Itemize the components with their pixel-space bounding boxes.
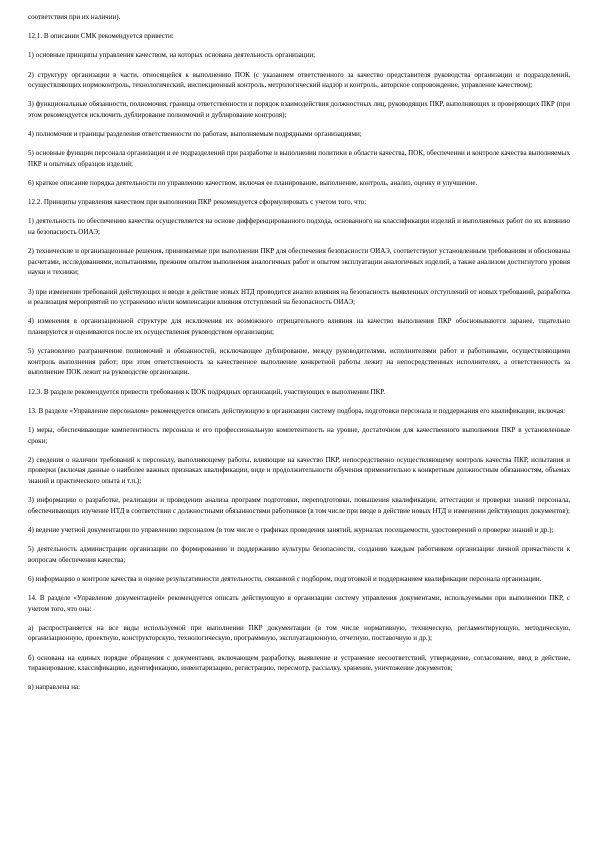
- document-paragraph: б) основана на единых порядке обращения с документами, включающем разработку, выявление и устранение несоответствий, утверждение, согласование, ввод в действие, тиражирование, классификацию, идентификацию, инвентаризацию, регистрацию, пересмотр, рассылку, хранение, уничтожение документов;: [28, 653, 570, 673]
- document-paragraph: 12.3. В разделе рекомендуется привести требования к ПОК подрядных организаций, участвующих в выполнении ПКР.: [28, 387, 386, 396]
- document-paragraph: 12.2. Принципы управления качеством при выполнении ПКР рекомендуется сформулировать с учетом того, что:: [28, 198, 367, 207]
- document-paragraph: 5) деятельность администрации организации по формированию и поддержанию культуры безопасности, созданию каждым работником организации личной причастности к вопросам обеспечения качества;: [28, 545, 570, 564]
- document-paragraph: 1) деятельность по обеспечению качества осуществляется на основе дифференцированного подхода, основанного на классификации изделий и выполняемых работ по их влиянию на безопасность ОИАЭ;: [28, 217, 570, 237]
- document-paragraph: 3) информацию о разработке, реализации и проведении анализа программ подготовки, переподготовки, повышения квалификации, аттестации и проверки знаний персонала, обеспечивающих изучение НТД в соответствии с должностными обязанностями работников (в том числе при вводе в действие новых НТД и изменении действующих документов);: [28, 496, 570, 515]
- document-paragraph: соответствия при их наличии).: [28, 13, 121, 21]
- document-paragraph: 1) меры, обеспечивающие компетентность персонала и его профессиональную компетентность на уровне, достаточном для качественного выполнения ПКР в установленные сроки;: [28, 425, 570, 445]
- document-paragraph: 2) структуру организации в части, относящейся к выполнению ПОК (с указанием ответственного за качество представителя руководства организации и подразделений, осуществляющих нормоконтроль, технологический, инспекционный контроль, метрологический надзор и контроль, авторское сопровождение, управление качеством);: [28, 70, 570, 90]
- document-paragraph: а) распространяется на все виды используемой при выполнении ПКР документации (в том числе нормативную, техническую, регламентирующую, методическую, организационную, проектную, конструкторскую, технологическую, программную, эксплуатационную, отчетную, поставочную и др.);: [28, 623, 570, 643]
- document-paragraph: 4) ведение учетной документации по управлению персоналом (в том числе о графиках проведения занятий, журналах посещаемости, удостоверений о проверке знаний и др.);: [28, 525, 554, 534]
- document-paragraph: 1) основные принципы управления качеством, на которых основана деятельность организации;: [28, 51, 316, 60]
- document-paragraph: 13. В разделе «Управление персоналом» рекомендуется описать действующую в организации систему подбора, подготовки персонала и поддержания его квалификации, включая:: [28, 406, 566, 415]
- document-paragraph: 5) установлено разграничение полномочий и обязанностей, исключающее дублирование, между руководителями, исполнителями работ и работниками, осуществляющими контроль выполнения работ; при этом ответственность за качественное выполнение конкретной работы лежит на непосредственных исполнителях, а ответственность за выполнение ПОК лежит на руководстве организации.: [28, 347, 570, 377]
- document-paragraph: 6) информацию о контроле качества и оценке результативности деятельности, связанной с подбором, подготовкой и поддержанием квалификации персонала организации.: [28, 574, 542, 583]
- document-page: [28, 12, 570, 693]
- document-paragraph: 5) основные функции персонала организации и ее подразделений при разработке и выполнении политики в области качества, ПОК, обеспечении и контроле качества выполняемых ПКР и опытных образцов изделий;: [28, 149, 570, 168]
- document-paragraph: 4) полномочия и границы разделения ответственности по работам, выполняемым подрядными организациями;: [28, 130, 362, 139]
- document-paragraph: 2) сведения о наличии требований к персоналу, выполняющему работы, влияющие на качество ПКР, непосредственно осуществляющему контроль качества ПКР, испытания и проверки (включая данные о наиболее важных признаках квалификации, виде и продолжительности обучения применительно к конкретным должностным обязанностям, объемах знаний и практического опыта и т.п.);: [28, 455, 570, 485]
- document-paragraph: 4) изменения в организационной структуре для исключения их возможного отрицательного влияния на качество выполнения ПКР обосновываются заранее, тщательно планируются и оцениваются после их осуществления руководством организации;: [28, 317, 570, 336]
- document-paragraph: 3) при изменении требований действующих и вводе в действие новых НТД проводится анализ влияния на безопасность выявленных отступлений от новых требований, разработка и реализация мероприятий по устранению и/или компенсации влияния отступлений на безопасность ОИАЭ;: [28, 287, 570, 307]
- document-paragraph: в) направлена на:: [28, 683, 81, 692]
- document-paragraph: 14. В разделе «Управление документацией» рекомендуется описать действующую в организации систему управления документами, используемыми при выполнении ПКР, с учетом того, что она:: [28, 594, 570, 613]
- document-paragraph: 3) функциональные обязанности, полномочия, границы ответственности и порядок взаимодействия должностных лиц, руководящих ПКР, выполняющих и проверяющих ПКР (при этом рекомендуется исключить дублирование полномочий и дублирование контроля);: [28, 100, 570, 119]
- document-paragraph: 6) краткое описание порядка деятельности по управлению качеством, включая ее планирование, выполнение, контроль, анализ, оценку и улучшение.: [28, 179, 478, 188]
- document-paragraph: 2) технические и организационные решения, принимаемые при выполнении ПКР для обеспечения безопасности ОИАЭ, соответствуют установленным требованиям и обоснованы расчетами, исследованиями, испытаниями, прежним опытом выполнения аналогичных работ и опытом эксплуатации аналогичных изделий, а также анализом достигнутого уровня науки и техники;: [28, 247, 570, 277]
- document-paragraph: 12.1. В описании СМК рекомендуется привести:: [28, 32, 174, 41]
